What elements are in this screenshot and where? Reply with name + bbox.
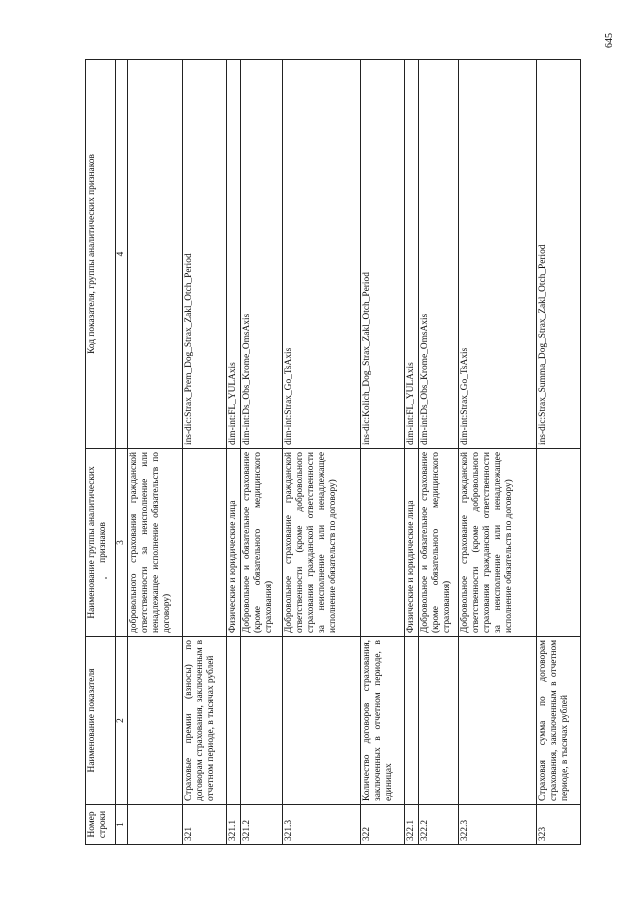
indicator-name: Количество договоров страхования, заключенных в отчетном периоде, в единицах [361,637,405,805]
row-number: 321.1 [227,805,241,845]
indicator-code: dim-int:Ds_Obs_Krome_OmsAxis [419,60,459,449]
header-group-name: Наименование группы аналитических признаков [86,449,116,637]
row-number: 321.3 [283,805,361,845]
indicator-name [241,637,283,805]
group-name: Добровольное и обязательное страхование (кроме обязательного медицинского страхования) [241,449,283,637]
header-code: Код показателя, группы аналитических признаков [86,60,116,449]
row-number: 322 [361,805,405,845]
indicator-name [419,637,459,805]
indicator-code [128,60,183,449]
page-number: 645 [604,33,615,48]
group-name: Физические и юридические лица [227,449,241,637]
indicator-table [85,59,581,845]
group-name: добровольного страхования гражданской ответственности за неисполнение или ненадлежащее исполнение обязательств по договору) [128,449,183,637]
table-row [183,60,227,845]
indicator-name [227,637,241,805]
header-indicator-name: Наименование показателя [86,637,116,805]
column-number: 3 [116,449,128,637]
group-name: Физические и юридические лица [405,449,419,637]
indicator-code: dim-int:FL_YULAxis [405,60,419,449]
table-row [227,60,241,845]
indicator-name: Страховые премии (взносы) по договорам страхования, заключенным в отчетном периоде, в тысячах рублей [183,637,227,805]
table-row [459,60,537,845]
table-row [241,60,283,845]
group-name [183,449,227,637]
indicator-code: dim-int:Strax_Go_TsAxis [283,60,361,449]
table-row [419,60,459,845]
table-row [537,60,581,845]
indicator-name [405,637,419,805]
row-number [128,805,183,845]
indicator-code: ins-dic:Kolich_Dog_Strax_Zakl_Otch_Period [361,60,405,449]
indicator-code: ins-dic:Strax_Summa_Dog_Strax_Zakl_Otch_Period [537,60,581,449]
column-number: 2 [116,637,128,805]
indicator-name [459,637,537,805]
column-number: 4 [116,60,128,449]
rotated-table-container [85,60,570,845]
table-row [283,60,361,845]
group-name [537,449,581,637]
row-number: 321.2 [241,805,283,845]
indicator-code: ins-dic:Strax_Prem_Dog_Strax_Zakl_Otch_Period [183,60,227,449]
indicator-name [283,637,361,805]
row-number: 322.2 [419,805,459,845]
table-row [361,60,405,845]
group-name: Добровольное страхование гражданской ответственности (кроме добровольного страхования гражданской ответственности за неисполнение или ненадлежащее исполнение обязательств по договору) [459,449,537,637]
indicator-code: dim-int:FL_YULAxis [227,60,241,449]
indicator-name: Страховая сумма по договорам страхования, заключенным в отчетном периоде, в тысячах рублей [537,637,581,805]
indicator-code: dim-int:Strax_Go_TsAxis [459,60,537,449]
table-row [405,60,419,845]
group-name: Добровольное и обязательное страхование (кроме обязательного медицинского страхования) [419,449,459,637]
table-row [128,60,183,845]
header-row-number: Номер строки [86,805,116,845]
indicator-code: dim-int:Ds_Obs_Krome_OmsAxis [241,60,283,449]
group-name: Добровольное страхование гражданской ответственности (кроме добровольного страхования гражданской ответственности за неисполнение или ненадлежащее исполнение обязательств по договору) [283,449,361,637]
indicator-name [128,637,183,805]
row-number: 323 [537,805,581,845]
row-number: 321 [183,805,227,845]
column-number: 1 [116,805,128,845]
row-number: 322.1 [405,805,419,845]
group-name [361,449,405,637]
row-number: 322.3 [459,805,537,845]
